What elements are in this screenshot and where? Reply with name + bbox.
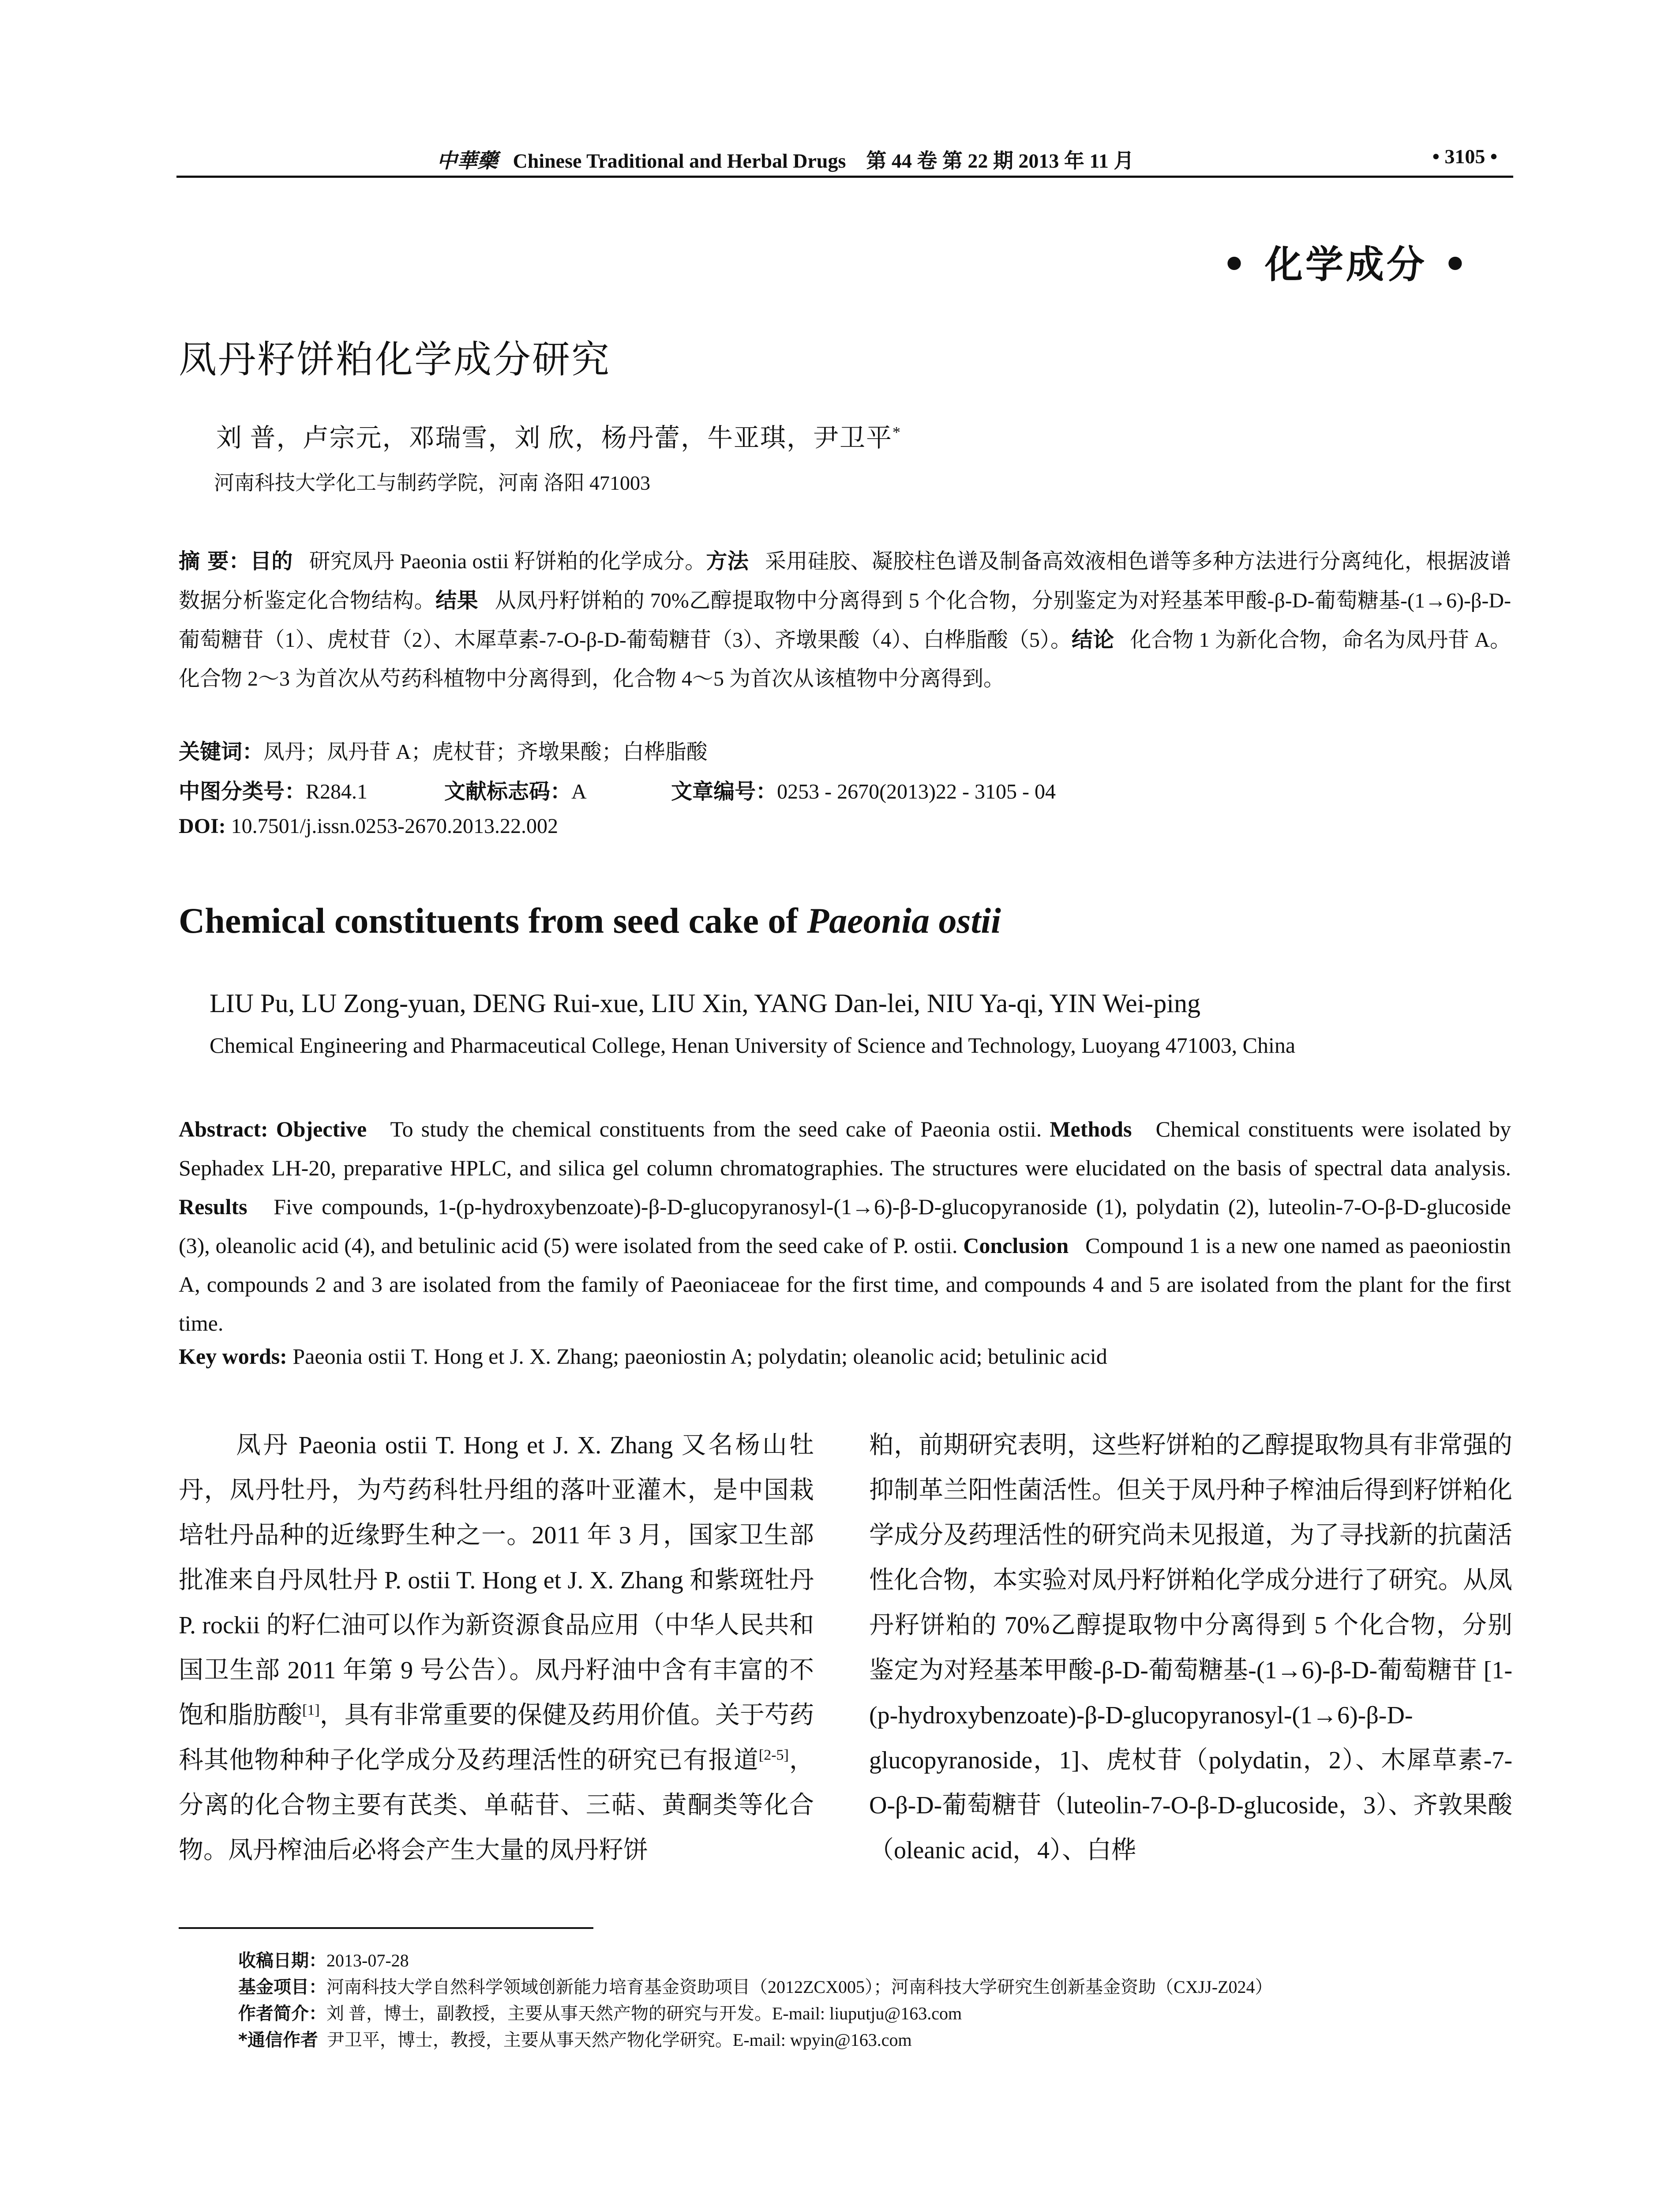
body-left-text-1: 凤丹 Paeonia ostii T. Hong et J. X. Zhang 又名杨山牡丹，凤丹牡丹，为芍药科牡丹组的落叶亚灌木，是中国栽培牡丹品种的近缘野生种之一。2011 年 3 月，国家卫生部批准来自丹凤牡丹 P. ostii T. Hong et J. X. Zhang 和紫斑牡丹 P. rockii 的籽仁油可以作为新资源食品应用（中华人民共和国卫生部 2011 年第 9 号公告）。凤丹籽油中含有丰富的不饱和脂肪酸 [179, 1432, 814, 1729]
cn-abstract-label: 摘 要： [179, 549, 250, 574]
citation-ref-2: [2-5] [758, 1747, 789, 1763]
doi-value: 10.7501/j.issn.0253-2670.2013.22.002 [231, 814, 559, 838]
cn-keywords-text: 凤丹；凤丹苷 A；虎杖苷；齐墩果酸；白桦脂酸 [263, 740, 708, 764]
en-authors: LIU Pu, LU Zong-yuan, DENG Rui-xue, LIU Xin, YANG Dan-lei, NIU Ya-qi, YIN Wei-ping [210, 989, 1200, 1018]
cn-affiliation: 河南科技大学化工与制药学院，河南 洛阳 471003 [214, 472, 650, 494]
cn-abstract [179, 542, 1511, 698]
cn-keywords-label: 关键词： [179, 739, 264, 764]
cn-objective-text: 研究凤丹 Paeonia ostii 籽饼粕的化学成分。 [309, 550, 706, 573]
page-number: • 3105 • [1432, 145, 1497, 168]
article-no-label: 文章编号： [671, 779, 777, 804]
clc-value: R284.1 [306, 780, 368, 803]
corresponding-label: *通信作者 [238, 2030, 318, 2050]
en-methods-label: Methods [1050, 1117, 1132, 1141]
footnote-corresponding [238, 2026, 912, 2051]
running-header [176, 140, 1513, 176]
en-title-species: Paeonia ostii [807, 900, 1001, 941]
author-bio-label: 作者简介： [238, 2003, 326, 2024]
section-tag: • 化学成分 • [1222, 243, 1470, 287]
doc-code-value: A [571, 780, 586, 803]
received-label: 收稿日期： [238, 1951, 326, 1971]
article-no-value: 0253 - 2670(2013)22 - 3105 - 04 [777, 780, 1056, 803]
cn-conclusion-label: 结论 [1072, 627, 1114, 652]
journal-name-cn: 中華藥 [437, 150, 498, 172]
body-column-right [869, 1423, 1512, 1873]
en-keywords-text: Paeonia ostii T. Hong et J. X. Zhang; paeoniostin A; polydatin; oleanolic acid; betulinic acid [292, 1344, 1107, 1369]
body-right-text: 粕，前期研究表明，这些籽饼粕的乙醇提取物具有非常强的抑制革兰阳性菌活性。但关于凤丹种子榨油后得到籽饼粕化学成分及药理活性的研究尚未见报道，为了寻找新的抗菌活性化合物，本实验对凤丹籽饼粕化学成分进行了研究。从凤丹籽饼粕的 70%乙醇提取物中分离得到 5 个化合物，分别鉴定为对羟基苯甲酸-β-D-葡萄糖基-(1→6)-β-D-葡萄糖苷 [1-(p-hydroxybenzoate)-β-D-glucopyranosyl-(1→6)-β-D-glucopyranoside，1]、虎杖苷（polydatin，2）、木犀草素-7-O-β-D-葡萄糖苷（luteolin-7-O-β-D-glucoside，3）、齐敦果酸（oleanic acid，4）、白桦 [869, 1432, 1513, 1864]
doc-code-label: 文献标志码： [444, 779, 572, 804]
doi-line [179, 814, 558, 838]
en-objective-text: To study the chemical constituents from the seed cake of Paeonia ostii. [390, 1117, 1042, 1141]
footnote-fund [238, 1973, 1272, 1998]
en-affiliation: Chemical Engineering and Pharmaceutical College, Henan University of Science and Technology, Luoyang 471003, China [210, 1033, 1296, 1058]
en-keywords [179, 1343, 1107, 1369]
cn-results-text: 从凤丹籽饼粕的 70%乙醇提取物中分离得到 5 个化合物，分别鉴定为对羟基苯甲酸-β-D-葡萄糖基-(1→6)-β-D-葡萄糖苷（1）、虎杖苷（2）、木犀草素-7-O-β-D-葡萄糖苷（3）、齐墩果酸（4）、白桦脂酸（5）。 [179, 589, 1511, 652]
footnote-rule [179, 1927, 593, 1929]
journal-name-en: Chinese Traditional and Herbal Drugs [513, 150, 846, 172]
en-methods-text: Chemical constituents were isolated by Sephadex LH-20, preparative HPLC, and silica gel column chromatographies. The structures were elucidated on the basis of spectral data analysis. [179, 1117, 1511, 1180]
cn-objective-label: 目的 [250, 549, 293, 574]
en-conclusion-text: Compound 1 is a new one named as paeoniostin A, compounds 2 and 3 are isolated from the family of Paeoniaceae for the first time, and compounds 4 and 5 are isolated from the plant for the first time. [179, 1233, 1511, 1336]
clc-label: 中图分类号： [179, 779, 306, 804]
journal-header-line [437, 145, 1134, 174]
cn-methods-label: 方法 [706, 549, 749, 574]
cn-conclusion-text: 化合物 1 为新化合物，命名为凤丹苷 A。化合物 2～3 为首次从芍药科植物中分离得到，化合物 4～5 为首次从该植物中分离得到。 [179, 628, 1511, 690]
en-keywords-label: Key words: [179, 1344, 287, 1369]
citation-ref-1: [1] [302, 1702, 320, 1718]
en-title [179, 900, 1001, 942]
issue-info: 第 44 卷 第 22 期 2013 年 11 月 [866, 150, 1134, 172]
doi-label: DOI: [179, 814, 226, 838]
footnote-received [238, 1947, 409, 1972]
classification-line [179, 774, 1056, 805]
body-column-left [179, 1423, 814, 1873]
en-results-label: Results [179, 1194, 248, 1219]
en-abstract-label: Abstract: [179, 1117, 268, 1141]
header-rule [176, 176, 1513, 178]
fund-text: 河南科技大学自然科学领域创新能力培育基金资助项目（2012ZCX005）；河南科技大学研究生创新基金资助（CXJJ-Z024） [326, 1977, 1273, 1997]
cn-keywords [179, 735, 708, 765]
fund-label: 基金项目： [238, 1977, 326, 1997]
en-objective-label: Objective [276, 1117, 367, 1141]
cn-methods-text: 采用硅胶、凝胶柱色谱及制备高效液相色谱等多种方法进行分离纯化，根据波谱数据分析鉴定化合物结构。 [179, 550, 1511, 612]
en-abstract [179, 1110, 1511, 1343]
cn-title: 凤丹籽饼粕化学成分研究 [179, 338, 611, 382]
cn-author-list: 刘 普，卢宗元，邓瑞雪，刘 欣，杨丹蕾，牛亚琪，尹卫平 [216, 424, 893, 452]
author-bio-text: 刘 普，博士，副教授，主要从事天然产物的研究与开发。E-mail: liuputju@163.com [326, 2003, 962, 2023]
cn-authors [216, 417, 901, 454]
footnote-author [238, 2000, 962, 2025]
corresponding-mark: * [892, 423, 902, 441]
cn-results-label: 结果 [435, 588, 479, 613]
en-conclusion-label: Conclusion [963, 1233, 1069, 1258]
en-results-text: Five compounds, 1-(p-hydroxybenzoate)-β-D-glucopyranosyl-(1→6)-β-D-glucopyranoside (1), polydatin (2), luteolin-7-O-β-D-glucoside (3), oleanolic acid (4), and betulinic acid (5) were isolated from the seed cake of P. ostii. [179, 1194, 1511, 1258]
en-title-main: Chemical constituents from seed cake of [179, 900, 807, 941]
body-left-text-2: ，具有非常重要的保健及药用价值。关于芍药科其他物种种子化学成分及药理活性的研究已有报道 [179, 1702, 814, 1774]
received-date: 2013-07-28 [326, 1951, 409, 1970]
corresponding-text: 尹卫平，博士，教授，主要从事天然产物化学研究。E-mail: wpyin@163.com [326, 2030, 912, 2050]
body-left-text-3: ，分离的化合物主要有芪类、单萜苷、三萜、黄酮类等化合物。凤丹榨油后必将会产生大量的凤丹籽饼 [179, 1747, 814, 1864]
